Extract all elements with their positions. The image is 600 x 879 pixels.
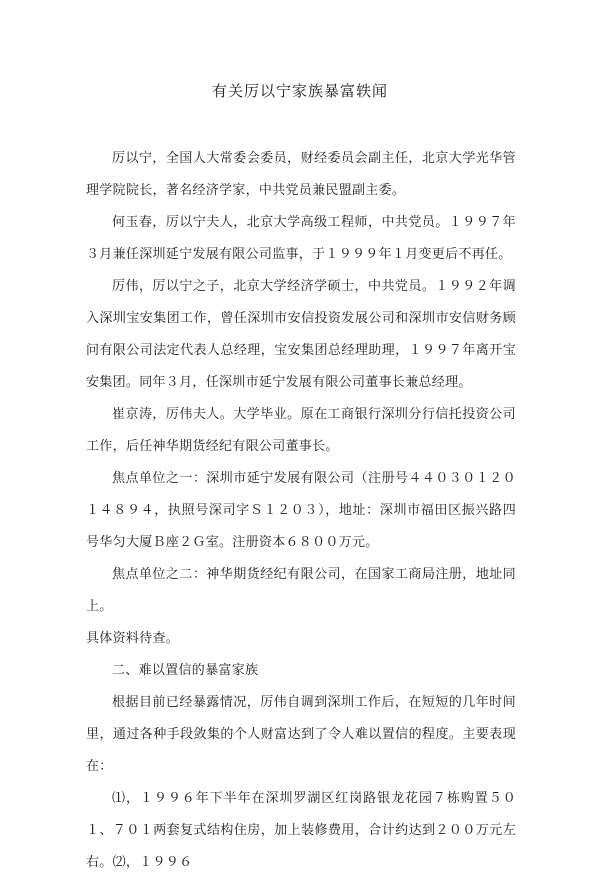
paragraph-pending: 具体资料待查。 (86, 631, 180, 646)
document-title: 有关厉以宁家族暴富轶闻 (211, 82, 388, 100)
paragraph-focus-unit-1: 焦点单位之一：深圳市延宁发展有限公司（注册号４４０３０１２０１４８９４，执照号深司字Ｓ１２０３），地址：深圳市福田区振兴路四号华匀大厦Ｂ座２Ｇ室。注册资本６８００万元。 (86, 471, 516, 550)
paragraph-he-yuchun: 何玉春，厉以宁夫人，北京大学高级工程师，中共党员。１９９７年３月兼任深圳延宁发展有限公司监事，于１９９９年１月变更后不再任。 (86, 215, 516, 262)
paragraph-cui-jingtao: 崔京涛，厉伟夫人。大学毕业。原在工商银行深圳分行信托投资公司工作，后任神华期货经纪有限公司董事长。 (86, 407, 516, 454)
section-heading: 二、难以置信的暴富家族 (112, 663, 259, 678)
paragraph-li-yining: 厉以宁，全国人大常委会委员，财经委员会副主任，北京大学光华管理学院院长，著名经济学家，中共党员兼民盟副主委。 (86, 151, 516, 198)
document-body (86, 143, 516, 879)
paragraph-li-wei: 厉伟，厉以宁之子，北京大学经济学硕士，中共党员。１９９２年调入深圳宝安集团工作，曾任深圳市安信投资发展公司和深圳市安信财务顾问有限公司法定代表人总经理，宝安集团总经理助理，１９９７年离开宝安集团。同年３月，任深圳市延宁发展有限公司董事长兼总经理。 (86, 279, 516, 390)
paragraph-item-1: ⑴，１９９６年下半年在深圳罗湖区红岗路银龙花园７栋购置５０１、７０１两套复式结构住房，加上装修费用，合计约达到２００万元左右。⑵，１９９６ (86, 791, 516, 870)
paragraph-focus-unit-2: 焦点单位之二：神华期货经纪有限公司，在国家工商局注册，地址同上。 (86, 567, 516, 614)
paragraph-overview: 根据目前已经暴露情况，厉伟自调到深圳工作后，在短短的几年时间里，通过各种手段敛集的个人财富达到了令人难以置信的程度。主要表现在： (86, 695, 516, 774)
